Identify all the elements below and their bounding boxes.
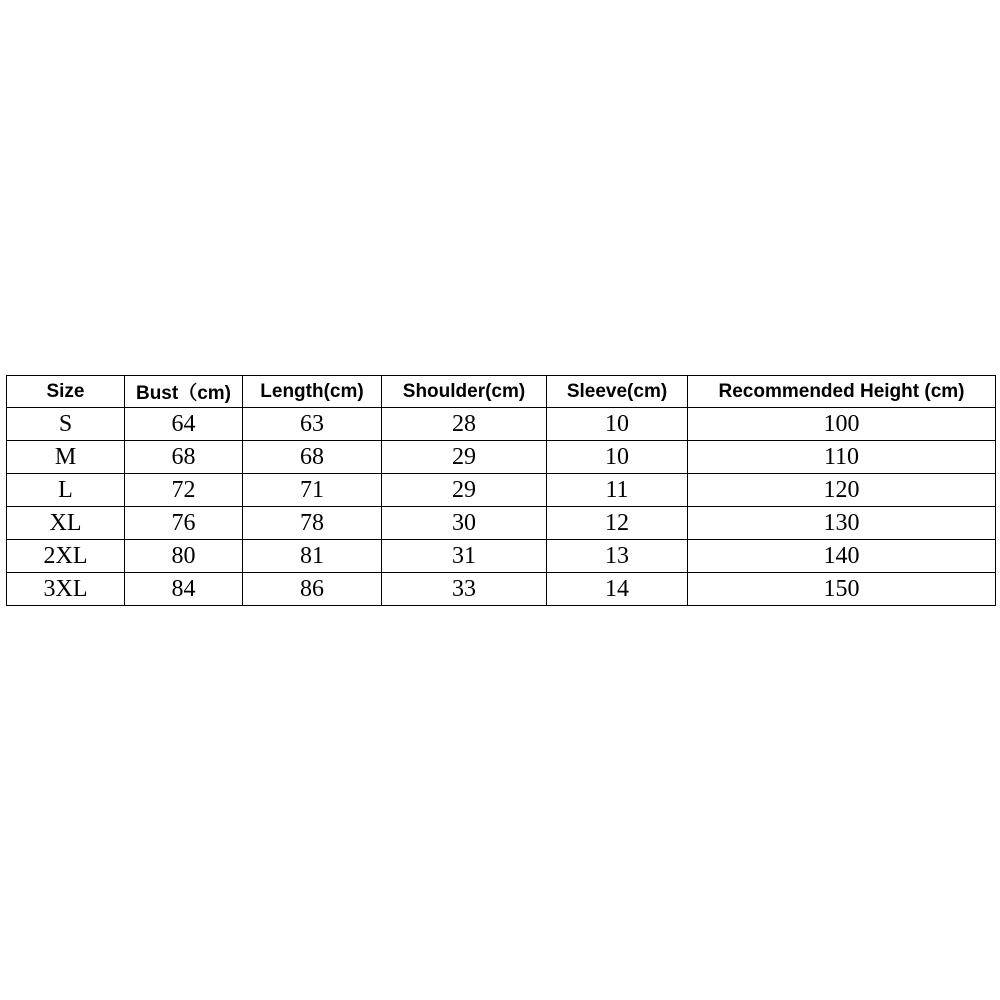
header-size: Size	[7, 376, 125, 408]
cell-shoulder: 33	[382, 573, 547, 606]
cell-size: L	[7, 474, 125, 507]
table-row	[7, 474, 996, 507]
cell-sleeve: 10	[547, 408, 688, 441]
cell-bust: 72	[125, 474, 243, 507]
cell-size: M	[7, 441, 125, 474]
cell-shoulder: 29	[382, 441, 547, 474]
cell-recommended-height: 120	[688, 474, 996, 507]
header-bust: Bust（cm)	[125, 376, 243, 408]
table-header-row	[7, 376, 996, 408]
cell-length: 81	[243, 540, 382, 573]
cell-recommended-height: 110	[688, 441, 996, 474]
header-sleeve: Sleeve(cm)	[547, 376, 688, 408]
table-row	[7, 507, 996, 540]
cell-shoulder: 28	[382, 408, 547, 441]
cell-bust: 64	[125, 408, 243, 441]
cell-size: S	[7, 408, 125, 441]
cell-recommended-height: 140	[688, 540, 996, 573]
table-row	[7, 540, 996, 573]
cell-length: 71	[243, 474, 382, 507]
cell-length: 68	[243, 441, 382, 474]
header-shoulder: Shoulder(cm)	[382, 376, 547, 408]
cell-recommended-height: 100	[688, 408, 996, 441]
cell-bust: 76	[125, 507, 243, 540]
cell-length: 86	[243, 573, 382, 606]
cell-recommended-height: 150	[688, 573, 996, 606]
cell-bust: 80	[125, 540, 243, 573]
cell-shoulder: 29	[382, 474, 547, 507]
table-row	[7, 408, 996, 441]
cell-size: 2XL	[7, 540, 125, 573]
cell-bust: 84	[125, 573, 243, 606]
size-chart-table	[6, 375, 996, 606]
cell-length: 63	[243, 408, 382, 441]
cell-sleeve: 11	[547, 474, 688, 507]
cell-sleeve: 12	[547, 507, 688, 540]
cell-size: 3XL	[7, 573, 125, 606]
cell-sleeve: 13	[547, 540, 688, 573]
table-row	[7, 441, 996, 474]
cell-size: XL	[7, 507, 125, 540]
header-recommended-height: Recommended Height (cm)	[688, 376, 996, 408]
cell-sleeve: 10	[547, 441, 688, 474]
cell-shoulder: 30	[382, 507, 547, 540]
cell-sleeve: 14	[547, 573, 688, 606]
cell-length: 78	[243, 507, 382, 540]
cell-bust: 68	[125, 441, 243, 474]
cell-shoulder: 31	[382, 540, 547, 573]
cell-recommended-height: 130	[688, 507, 996, 540]
header-length: Length(cm)	[243, 376, 382, 408]
table-row	[7, 573, 996, 606]
